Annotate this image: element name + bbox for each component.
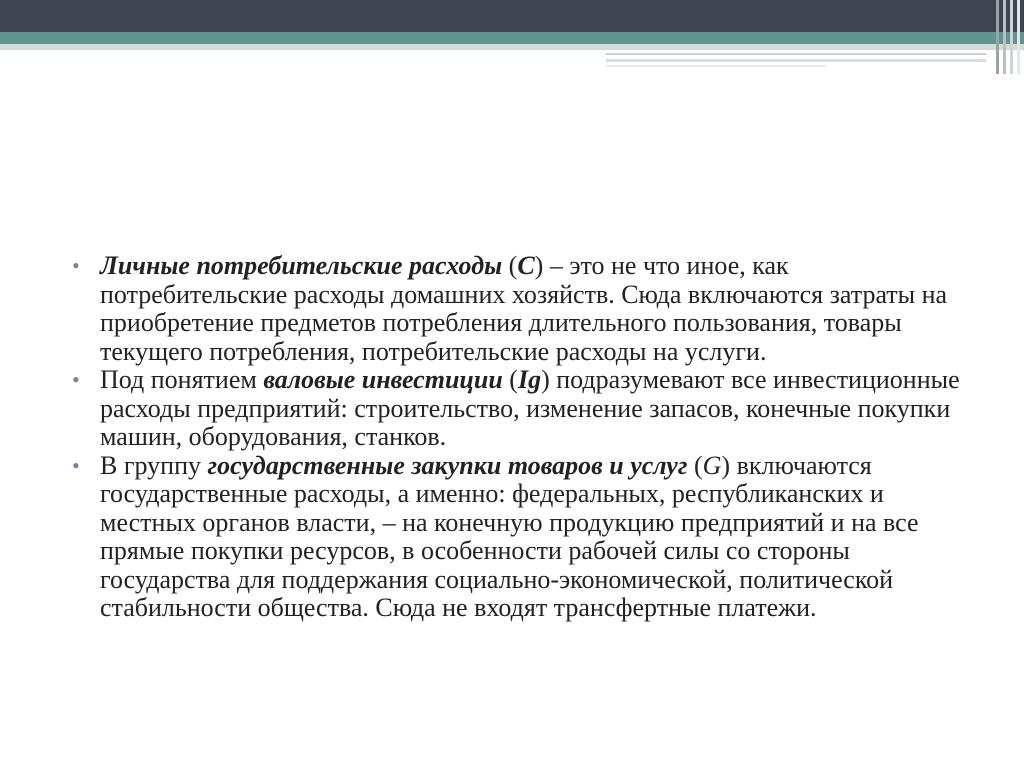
bullet-item-consumption [72,252,972,366]
right-edge-stripe [1017,0,1020,74]
header-dark-bar [0,0,1024,32]
bullet-text: – это не что иное, как потребительские расходы домашних хозяйств. Сюда включаются затраты на приобретение предметов потребления длительного пользования, товары текущего потребления, потребительские расходы на услуги. [100,251,948,366]
bullet-item-government [72,452,972,623]
bullet-text: включаются государственные расходы, а именно: федеральных, республиканских и местных органов власти, – на конечную продукцию предприятий и на все прямые покупки ресурсов, в особенности рабочей силы со стороны государства для поддержания социально-экономической, политической стабильности общества. Сюда не входят трансфертные платежи. [100,450,919,622]
header-thin-line [606,65,826,67]
term-investment: валовые инвестиции [263,365,503,394]
symbol-ig: Ig [517,365,542,394]
bullet-list [72,252,972,623]
bullet-lead: Под понятием [100,365,264,394]
right-edge-stripe [996,0,999,74]
paren-close: ) [541,365,550,394]
term-consumption: Личные потребительские расходы [100,251,503,280]
bullet-lead: В группу [100,450,208,480]
bullet-text: подразумевают все инвестиционные расходы предприятий: строительство, изменение запасов, конечные покупки машин, оборудования, станков. [100,365,960,451]
header-grey-bar [0,44,1024,50]
header-thin-line [606,59,986,62]
slide-body [72,252,972,623]
paren-close: ) [721,450,731,480]
header-teal-bar [0,32,1024,44]
paren-open: ( [502,251,518,280]
right-edge-stripe [1010,0,1013,74]
symbol-c: C [517,251,535,280]
paren-close: ) [534,251,544,280]
symbol-g: G [702,450,722,480]
right-edge-stripe [1003,0,1006,74]
bullet-item-investment [72,366,972,452]
term-government: государственные закупки товаров и услуг [207,450,688,480]
paren-open: ( [502,365,518,394]
header-thin-line [606,53,986,55]
paren-open: ( [687,450,703,480]
